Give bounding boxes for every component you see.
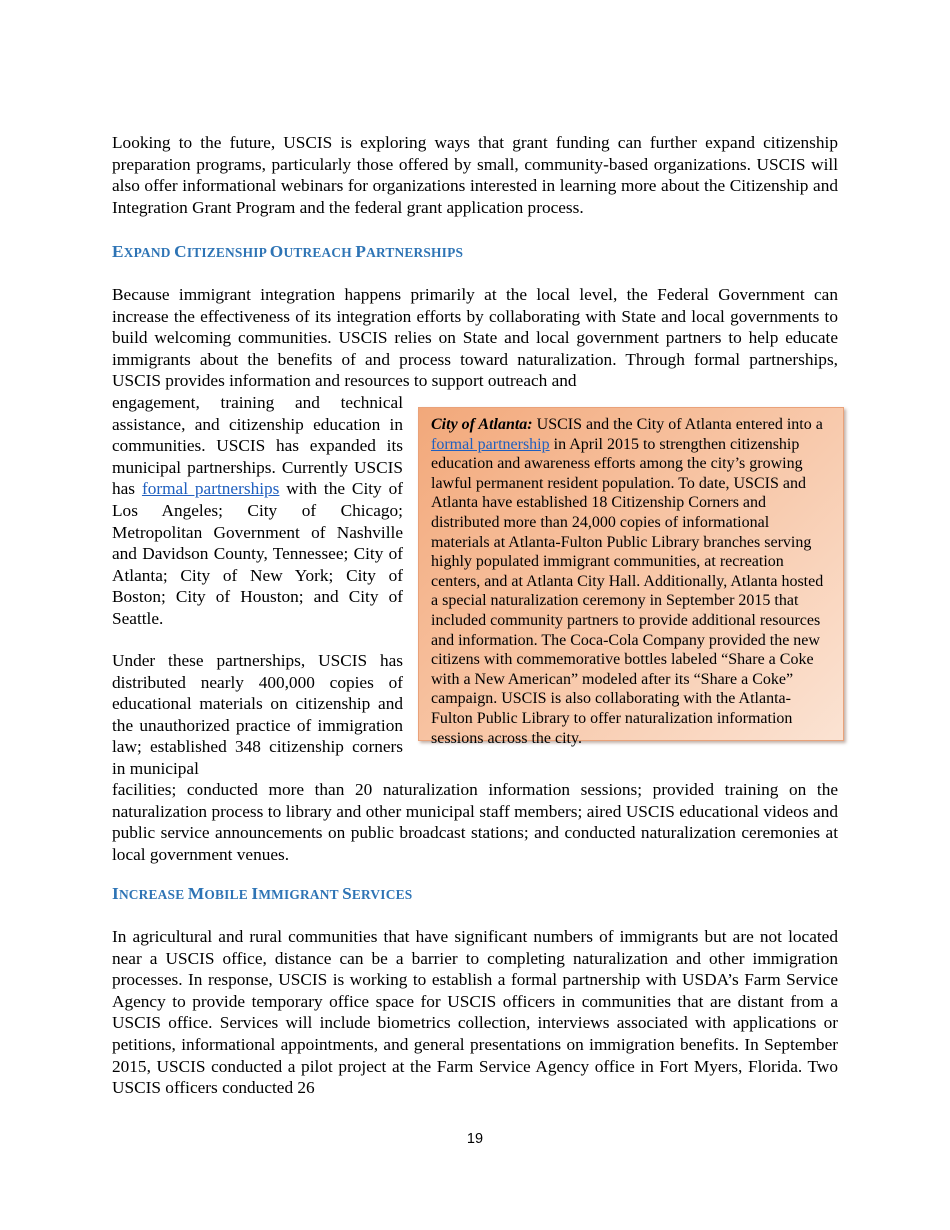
page-number: 19 bbox=[466, 1131, 484, 1147]
paragraph-mobile-services: In agricultural and rural communities that have significant numbers of immigrants but are not located near a USCIS office, distance can be a barrier to completing naturalization and other immigration processes. In response, USCIS is working to establish a formal partnership with USDA’s Farm Service Agency to provide temporary office space for USCIS officers in communities that are distant from a USCIS office. Services will include biometrics collection, interviews associated with applications or petitions, informational appointments, and general presentations on immigration benefits. In September 2015, USCIS conducted a pilot project at the Farm Service Agency office in Fort Myers, Florida. Two USCIS officers conducted 26 bbox=[112, 927, 838, 1098]
formal-partnership-link[interactable]: formal partnership bbox=[431, 435, 550, 453]
heading-expand-citizenship-outreach: EXPAND CITIZENSHIP OUTREACH PARTNERSHIPS bbox=[112, 242, 464, 261]
paragraph-partnerships-2: Under these partnerships, USCIS has distributed nearly 400,000 copies of educational materials on citizenship and the unauthorized practice of immigration law; established 348 citizenship corners in municipal bbox=[112, 651, 403, 778]
heading-increase-mobile-services: INCREASE MOBILE IMMIGRANT SERVICES bbox=[112, 884, 413, 903]
paragraph-partnerships-1: Because immigrant integration happens primarily at the local level, the Federal Government can increase the effectiveness of its integration efforts by collaborating with State and local governments to build welcoming communities. USCIS relies on State and local government partners to help educate immigrants about the benefits of and process toward naturalization. Through formal partnerships, USCIS provides information and resources to support outreach and bbox=[112, 285, 838, 391]
paragraph-partnerships-1b: engagement, training and technical assistance, and citizenship education in communities. USCIS has expanded its municipal partnerships. Currently USCIS has formal partnerships with the City of Los Angeles; City of Chicago; Metropolitan Government of Nashville and Davidson County, Tennessee; City of Atlanta; City of New York; City of Boston; City of Houston; and City of Seattle. bbox=[112, 393, 403, 628]
callout-text: City of Atlanta: USCIS and the City of Atlanta entered into a formal partnership in April 2015 to strengthen citizenship education and awareness efforts among the city’s growing lawful permanent resident population. To date, USCIS and Atlanta have established 18 Citizenship Corners and distributed more than 24,000 copies of informational materials at Atlanta-Fulton Public Library branches serving highly populated immigrant communities, at recreation centers, and at Atlanta City Hall. Additionally, Atlanta hosted a special naturalization ceremony in September 2015 that included community partners to provide additional resources and information. The Coca-Cola Company provided the new citizens with commemorative bottles labeled “Share a Coke with a New American” modeled after its “Share a Coke” campaign. USCIS is also collaborating with the Atlanta-Fulton Public Library to offer naturalization information sessions across the city. bbox=[431, 416, 824, 747]
paragraph-intro: Looking to the future, USCIS is exploring ways that grant funding can further expand citizenship preparation programs, particularly those offered by small, community-based organizations. USCIS will also offer informational webinars for organizations interested in learning more about the Citizenship and Integration Grant Program and the federal grant application process. bbox=[112, 133, 838, 217]
atlanta-callout-box bbox=[418, 407, 844, 747]
formal-partnerships-link[interactable]: formal partnerships bbox=[141, 479, 280, 499]
paragraph-partnerships-2b: facilities; conducted more than 20 naturalization information sessions; provided training on the naturalization process to library and other municipal staff members; aired USCIS educational videos and public service announcements on public broadcast stations; and conducted naturalization ceremonies at local government venues. bbox=[112, 780, 838, 864]
callout-lead: City of Atlanta: bbox=[431, 416, 533, 433]
